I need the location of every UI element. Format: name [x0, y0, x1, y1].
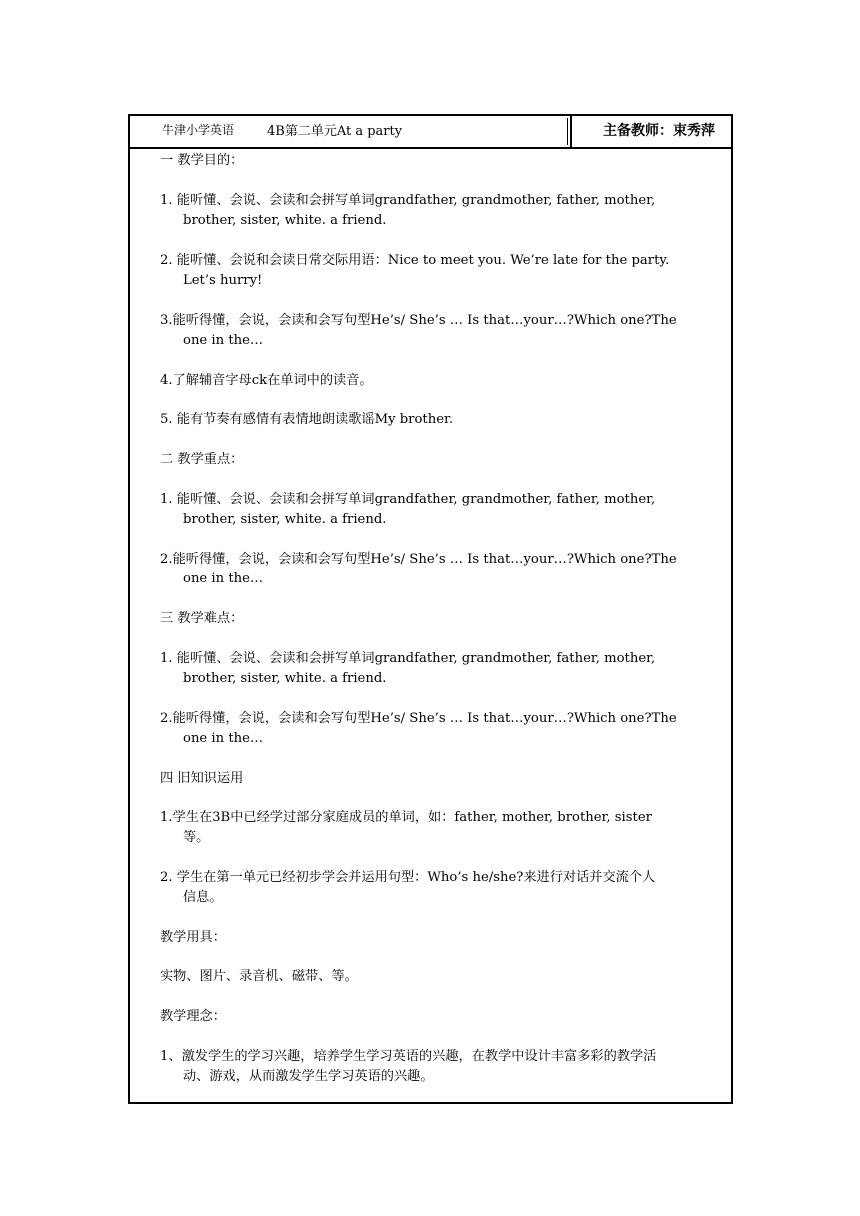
lesson-plan-table [128, 114, 733, 1104]
text-line: Let’s hurry! [183, 273, 263, 288]
text-line: 4.了解辅音字母ck在单词中的读音。 [160, 373, 373, 388]
text-line: brother, sister, white. a friend. [183, 512, 387, 527]
text-line: 实物、图片、录音机、磁带、等。 [160, 969, 358, 984]
text-line: 2.能听得懂，会说，会读和会写句型He’s/ She’s … Is that…your…?Which one?The [160, 552, 677, 567]
text-line: 1. 能听懂、会说、会读和会拼写单词grandfather, grandmother, father, mother, [160, 651, 656, 666]
text-line: 1. 能听懂、会说、会读和会拼写单词grandfather, grandmother, father, mother, [160, 492, 656, 507]
section-heading: 一 教学目的： [160, 153, 244, 168]
text-line: 2.能听得懂，会说，会读和会写句型He’s/ She’s … Is that…your…?Which one?The [160, 711, 677, 726]
text-line: 动、游戏，从而激发学生学习英语的兴趣。 [183, 1069, 434, 1084]
text-line: 3.能听得懂，会说，会读和会写句型He’s/ She’s … Is that…your…?Which one?The [160, 313, 677, 328]
text-line: brother, sister, white. a friend. [183, 213, 387, 228]
text-line: 1、激发学生的学习兴趣，培养学生学习英语的兴趣，在教学中设计丰富多彩的教学活 [160, 1049, 657, 1064]
text-line: one in the… [183, 571, 264, 586]
header-unit-title: 4B第二单元At a party [267, 124, 403, 139]
text-line: 信息。 [183, 890, 223, 905]
text-line: brother, sister, white. a friend. [183, 671, 387, 686]
table-header-row [130, 116, 731, 149]
section-heading: 教学用具： [160, 930, 226, 945]
section-heading: 教学理念： [160, 1009, 226, 1024]
header-teacher: 主备教师：束秀萍 [603, 123, 715, 139]
text-line: 1. 能听懂、会说、会读和会拼写单词grandfather, grandmother, father, mother, [160, 193, 656, 208]
section-heading: 四 旧知识运用 [160, 771, 244, 786]
text-line: 2. 学生在第一单元已经初步学会并运用句型：Who’s he/she?来进行对话并交流个人 [160, 870, 656, 885]
text-line: one in the… [183, 731, 264, 746]
section-heading: 二 教学重点： [160, 452, 244, 467]
text-line: 2. 能听懂、会说和会读日常交际用语：Nice to meet you. We’re late for the party. [160, 253, 670, 268]
text-line: 1.学生在3B中已经学过部分家庭成员的单词，如：father, mother, brother, sister [160, 810, 652, 825]
text-line: 等。 [183, 830, 210, 845]
section-heading: 三 教学难点： [160, 611, 244, 626]
header-school: 牛津小学英语 [162, 123, 235, 137]
text-line: one in the… [183, 333, 264, 348]
header-left-cell [130, 116, 572, 147]
text-line: 5. 能有节奏有感情有表情地朗读歌谣My brother. [160, 412, 454, 427]
